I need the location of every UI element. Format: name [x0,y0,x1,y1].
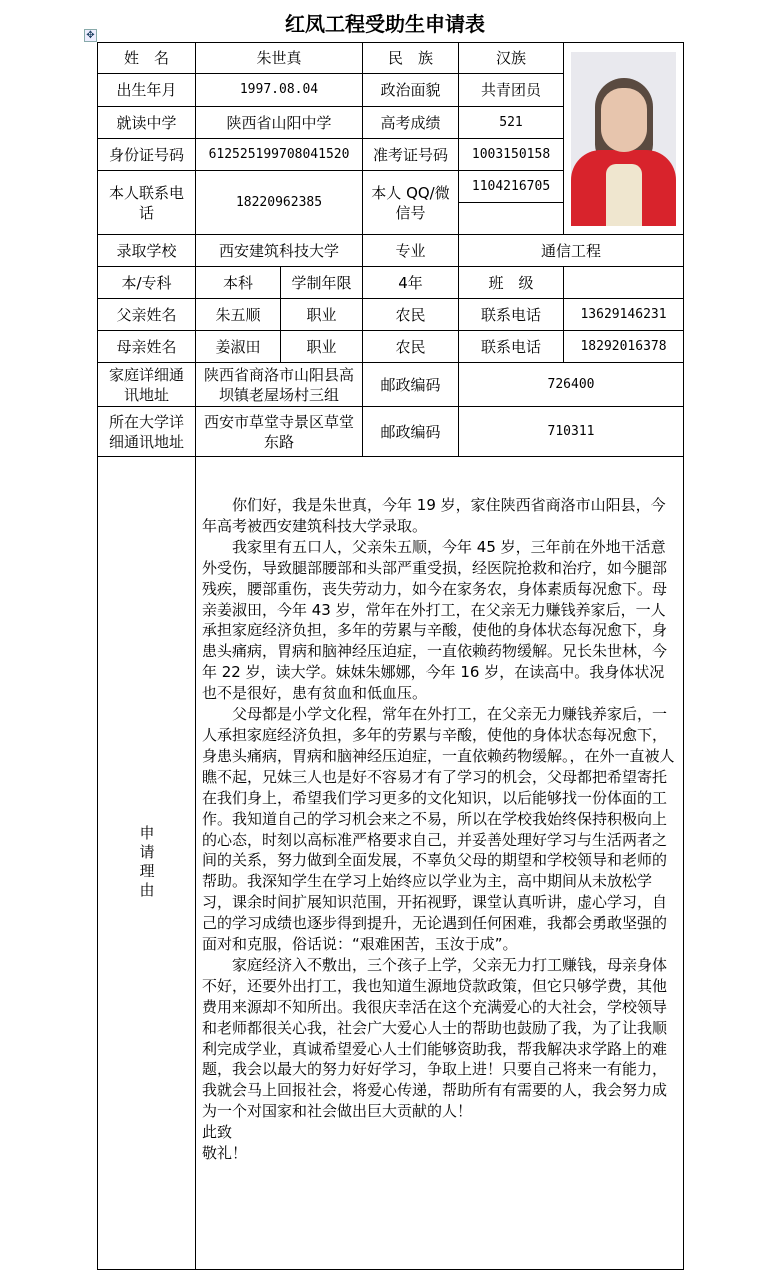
reason-label-cell [98,457,196,1270]
reason-paragraph: 家庭经济入不敷出，三个孩子上学，父亲无力打工赚钱，母亲身体不好，还要外出打工，我也知道生源地贷款政策，但它只够学费，其他费用来源却不知所出。我很庆幸活在这个充满爱心的大社会，学校领导和老师都很关心我，社会广大爱心人士的帮助也鼓励了我，为了让我顺利完成学业，真诚希望爱心人士们能够资助我，帮我解决求学路上的难题，我会以最大的努力好好学习，争取上进！只要自己将来一有能力，我就会马上回报社会，将爱心传递，帮助所有有需要的人，我会努力成为一个对国家和社会做出巨大贡献的人！ [202,955,668,1121]
school-label: 就读中学 [98,107,196,139]
applicant-photo [571,52,676,226]
class-label: 班 级 [459,267,564,299]
qq-label: 本人 QQ/微信号 [363,171,459,235]
ethnicity-label: 民 族 [363,43,459,74]
table-move-handle-icon[interactable]: ✥ [84,29,97,42]
exam-id-label: 准考证号码 [363,139,459,171]
political-value: 共青团员 [459,74,564,107]
reason-text [196,457,684,1270]
father-label: 父亲姓名 [98,299,196,331]
father-job-value: 农民 [363,299,459,331]
application-form-table [97,42,684,1270]
mother-phone-label: 联系电话 [459,331,564,363]
reason-paragraph: 父母都是小学文化程，常年在外打工，在父亲无力赚钱养家后，一人承担家庭经济负担，多年的劳累与辛酸，使他的身体状态每况愈下，身患头痛病，胃病和脑神经压迫症，一直依赖药物缓解。，在外一直被人瞧不起，兄妹三人也是好不容易才有了学习的机会，父母都把希望寄托在我们身上，希望我们学习更多的文化知识，以后能够找一份体面的工作。我知道自己的学习机会来之不易，所以在学校我始终保持积极向上的心态，时刻以高标准严格要求自己，并妥善处理好学习与生活两者之间的关系，努力做到全面发展，不辜负父母的期望和学校领导和老师的帮助。我深知学生在学习上始终应以学业为主，高中期间从未放松学习，课余时间扩展知识范围，开拓视野，课堂认真听讲，虚心学习，自己的学习成绩也逐步得到提升，无论遇到任何困难，我都会勇敢坚强的面对和克服，俗话说：“艰难困苦，玉汝于成”。 [202,705,675,954]
school-value: 陕西省山阳中学 [196,107,363,139]
degree-value: 本科 [196,267,281,299]
reason-paragraph: 你们好，我是朱世真，今年 19 岁，家住陕西省商洛市山阳县，今年高考被西安建筑科技大学录取。 [202,496,666,535]
father-job-label: 职业 [281,299,363,331]
years-value: 4年 [363,267,459,299]
birth-label: 出生年月 [98,74,196,107]
university-postcode-label: 邮政编码 [363,407,459,457]
major-label: 专业 [363,235,459,267]
mother-job-label: 职业 [281,331,363,363]
degree-label: 本/专科 [98,267,196,299]
home-postcode-label: 邮政编码 [363,363,459,407]
years-label: 学制年限 [281,267,363,299]
exam-id-value: 1003150158 [459,139,564,171]
mother-job-value: 农民 [363,331,459,363]
form-title: 红凤工程受助生申请表 [285,12,485,36]
reason-paragraph: 我家里有五口人，父亲朱五顺，今年 45 岁，三年前在外地干活意外受伤，导致腿部腰部和头部严重受损，经医院抢救和治疗，如今腿部残疾，腰部重伤，丧失劳动力，如今在家务农，身体素质每况愈下。母亲姜淑田，今年 43 岁，常年在外打工，在父亲无力赚钱养家后，一人承担家庭经济负担，多年的劳累与辛酸，使他的身体状态每况愈下，身患头痛病，胃病和脑神经压迫症，一直依赖药物缓解。兄长朱世林，今年 22 岁，读大学。妹妹朱娜娜，今年 16 岁，在读高中。我身体状况也不是很好，患有贫血和低血压。 [202,537,668,703]
class-value [564,267,684,299]
university-value: 西安建筑科技大学 [196,235,363,267]
mother-label: 母亲姓名 [98,331,196,363]
closing-line-1: 此致 [202,1123,233,1142]
photo-cell [564,43,684,235]
home-address-value: 陕西省商洛市山阳县高坝镇老屋场村三组 [196,363,363,407]
home-address-label: 家庭详细通讯地址 [98,363,196,407]
phone-label: 本人联系电话 [98,171,196,235]
home-postcode-value: 726400 [459,363,684,407]
university-label: 录取学校 [98,235,196,267]
phone-value: 18220962385 [196,171,363,235]
university-address-value: 西安市草堂寺景区草堂东路 [196,407,363,457]
university-address-label: 所在大学详细通讯地址 [98,407,196,457]
name-label: 姓 名 [98,43,196,74]
mother-phone-value: 18292016378 [564,331,684,363]
name-value: 朱世真 [196,43,363,74]
wechat-value [459,203,564,235]
university-postcode-value: 710311 [459,407,684,457]
score-label: 高考成绩 [363,107,459,139]
major-value: 通信工程 [459,235,684,267]
score-value: 521 [459,107,564,139]
closing-line-2: 敬礼！ [202,1144,248,1163]
id-value: 612525199708041520 [196,139,363,171]
ethnicity-value: 汉族 [459,43,564,74]
father-phone-label: 联系电话 [459,299,564,331]
father-phone-value: 13629146231 [564,299,684,331]
father-value: 朱五顺 [196,299,281,331]
reason-label: 申请理由 [137,825,156,901]
mother-value: 姜淑田 [196,331,281,363]
political-label: 政治面貌 [363,74,459,107]
birth-value: 1997.08.04 [196,74,363,107]
id-label: 身份证号码 [98,139,196,171]
qq-value: 1104216705 [459,171,564,203]
